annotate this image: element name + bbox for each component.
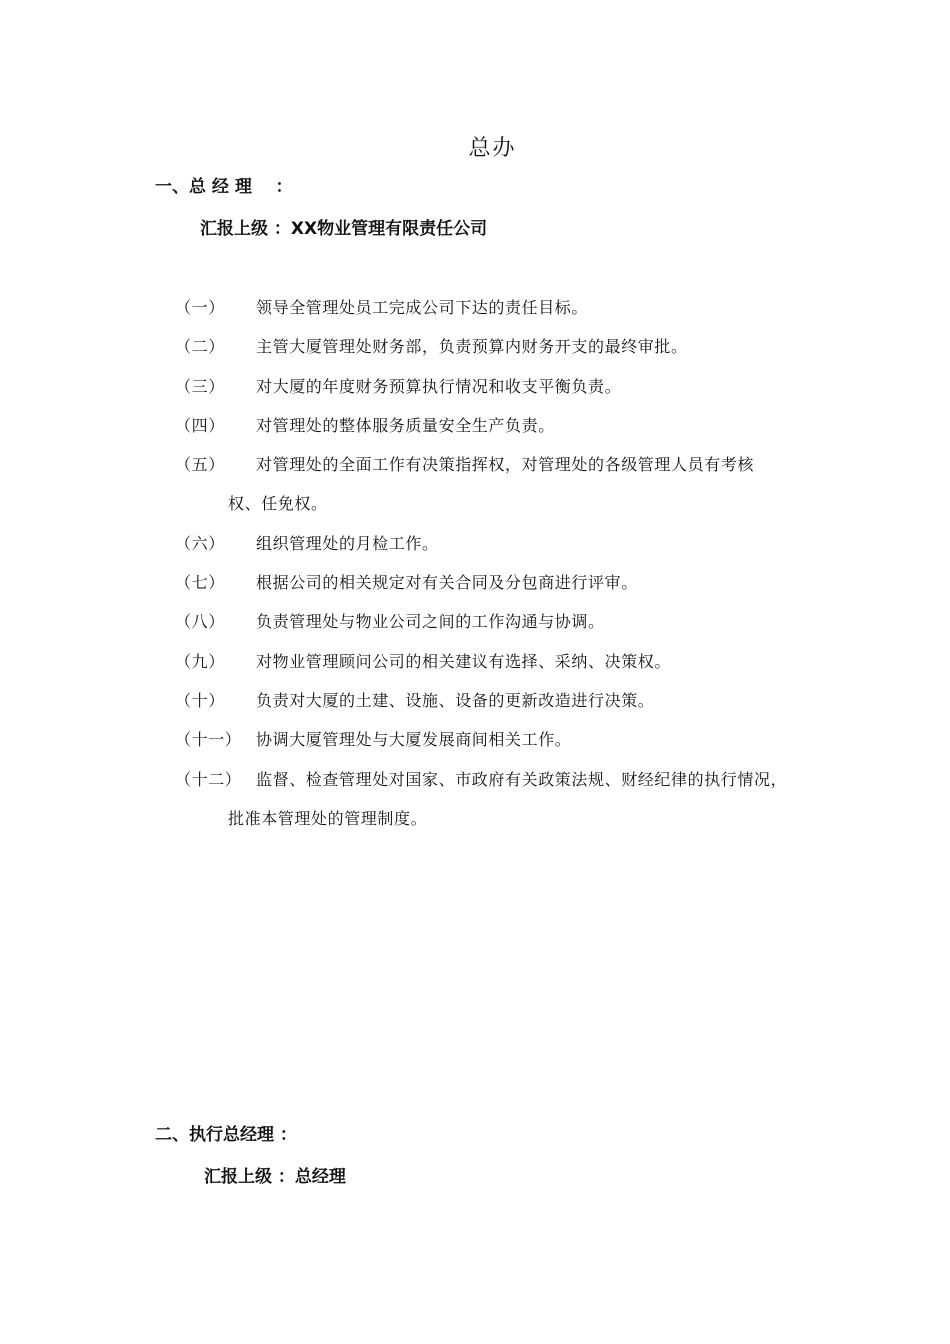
duty-text: 主管大厦管理处财务部，负责预算内财务开支的最终审批。	[256, 337, 688, 357]
duty-number: （九）	[175, 651, 225, 671]
duty-item	[175, 760, 855, 839]
duty-text-continuation: 批准本管理处的管理制度。	[228, 808, 428, 828]
duty-number: （六）	[175, 533, 225, 553]
duty-item	[175, 406, 855, 445]
duty-number: （十一）	[175, 730, 242, 750]
duty-text: 对大厦的年度财务预算执行情况和收支平衡负责。	[256, 376, 622, 396]
duty-item	[175, 288, 855, 327]
duty-list	[175, 288, 855, 838]
duty-number: （十）	[175, 690, 225, 710]
section-heading-general-manager: 一、总 经 理 ：	[155, 177, 293, 197]
duty-text: 负责对大厦的土建、设施、设备的更新改造进行决策。	[256, 690, 655, 710]
page-title: 总办	[468, 135, 517, 161]
report-to-line-general-manager: 汇报上级 ：XX物业管理有限责任公司	[200, 219, 488, 239]
duty-text: 监督、检查管理处对国家、市政府有关政策法规、财经纪律的执行情况，	[256, 769, 788, 789]
duty-text: 组织管理处的月检工作。	[256, 533, 439, 553]
duty-text: 对物业管理顾问公司的相关建议有选择、采纳、决策权。	[256, 651, 672, 671]
duty-number: （四）	[175, 415, 225, 435]
duty-text: 根据公司的相关规定对有关合同及分包商进行评审。	[256, 573, 638, 593]
duty-item	[175, 563, 855, 602]
duty-item	[175, 327, 855, 366]
duty-text: 负责管理处与物业公司之间的工作沟通与协调。	[256, 612, 605, 632]
duty-item	[175, 524, 855, 563]
duty-text-continuation: 权、任免权。	[228, 494, 328, 514]
duty-text: 对管理处的全面工作有决策指挥权，对管理处的各级管理人员有考核	[256, 455, 755, 475]
duty-number: （八）	[175, 612, 225, 632]
report-to-line-executive-gm: 汇报上级 ：总经理	[204, 1167, 346, 1187]
duty-number: （五）	[175, 455, 225, 475]
duty-item	[175, 681, 855, 720]
section-heading-executive-gm: 二、执行总经理 ：	[155, 1125, 297, 1145]
duty-item	[175, 642, 855, 681]
duty-item	[175, 367, 855, 406]
duty-item	[175, 602, 855, 641]
duty-number: （一）	[175, 298, 225, 317]
duty-number: （十二）	[175, 769, 242, 789]
duty-item	[175, 720, 855, 759]
duty-text: 对管理处的整体服务质量安全生产负责。	[256, 415, 555, 435]
duty-number: （二）	[175, 337, 225, 357]
duty-text: 领导全管理处员工完成公司下达的责任目标。	[256, 298, 589, 317]
duty-text: 协调大厦管理处与大厦发展商间相关工作。	[256, 730, 572, 750]
duty-item	[175, 445, 855, 524]
duty-number: （三）	[175, 376, 225, 396]
duty-number: （七）	[175, 573, 225, 593]
